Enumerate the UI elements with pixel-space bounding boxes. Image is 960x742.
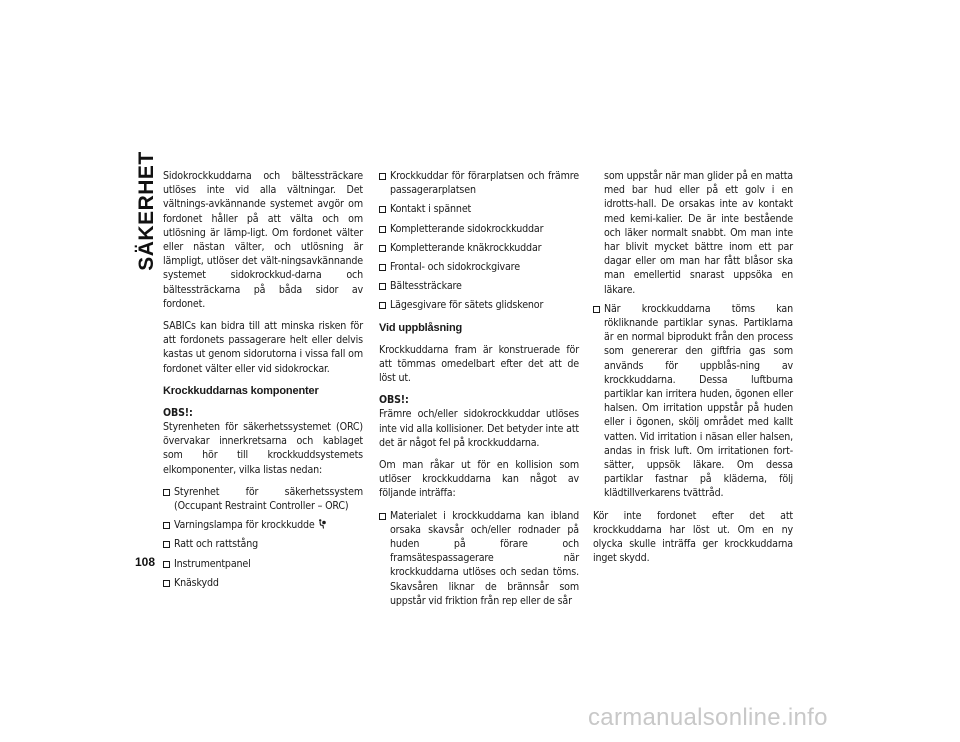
list-item-text: som uppstår när man glider på en matta med bar hud eller på ett golv i en idrotts-hall. De orsakas inte av kontakt med kemi-kalier. De är inte bestående och läker normalt snabbt. Om man inte har blivit mycket bättre inom ett par dagar eller om man har fått blåsor ska man emellertid snarast uppsöka en läkare. [604,170,793,296]
list-item [379,279,579,293]
list-item [379,202,579,216]
paragraph: Sidokrockkuddarna och bältessträckare utlöses inte vid alla vältningar. Det vältnings-avkännande systemet avgör om fordonet håller på att välta och om utlösning är lämp-ligt. Om fordonet välter eller nästan välter, och utlösning är lämpligt, utlöser det vält-ningsavkännande systemet sidokrockkud-darna och bältessträckarna på båda sidor av fordonet. [163,170,363,310]
note-label: OBS!: [163,406,193,419]
list-item-text: Styrenhet för säkerhetssystem (Occupant Restraint Controller – ORC) [174,485,363,513]
effects-list [379,509,579,608]
list-item [379,509,579,608]
list-item-text: Knäskydd [174,576,219,589]
list-item-text: Frontal- och sidokrockgivare [390,261,520,274]
note-text: Styrenheten för säkerhetssystemet (ORC) övervakar innerkretsarna och kablaget som hör till krockkuddsystemets elkomponenter, vilka listas nedan: [163,421,363,476]
list-item [379,298,579,312]
list-item [163,576,363,590]
heading-components: Krockkuddarnas komponenter [163,384,319,397]
component-list [163,485,363,590]
list-item [163,557,363,571]
list-item-text: Kontakt i spännet [390,203,472,216]
list-item [379,222,579,236]
list-item [163,537,363,551]
paragraph: SABICs kan bidra till att minska risken för att fordonets passagerare helt eller delvis kastas ut genom sidorutorna i vissa fall om fordonet välter eller vid sidokrockar. [163,320,363,375]
column-1 [163,169,363,598]
list-item [379,260,579,274]
list-item-text: Ratt och rattstång [174,538,259,551]
watermark: carmanualsonline.info [588,704,828,731]
heading-inflation: Vid uppblåsning [379,321,463,334]
effects-list-continued [593,169,793,501]
paragraph: Kör inte fordonet efter det att krockkuddarna har löst ut. Om en ny olycka skulle inträffa ger krockkuddarna inget skydd. [593,509,793,565]
list-item-text: Lägesgivare för sätets glidskenor [390,299,544,312]
column-3 [593,169,793,573]
list-item-text: Krockkuddar för förarplatsen och främre passagerarplatsen [390,170,579,197]
list-item-text: Kompletterande sidokrockkuddar [390,222,544,235]
column-2 [379,169,579,616]
list-item-text: Bältessträckare [390,280,462,293]
section-title [135,151,159,271]
list-item-continued [593,169,793,297]
page-number: 108 [135,555,156,569]
note [163,406,363,477]
list-item-text: Materialet i krockkuddarna kan ibland orsaka skavsår och/eller rodnader på huden på förare och framsätespassagerare när krockkuddarna utlöses och sedan töms. Skavsåren liknar de brännsår som uppstår vid friktion från rep eller de sår [390,509,579,607]
paragraph: Krockkuddarna fram är konstruerade för att tömmas omedelbart efter det att de löst ut. [379,343,579,385]
component-list-continued [379,169,579,313]
list-item [379,241,579,255]
list-item-text: Instrumentpanel [174,557,251,570]
list-item [379,169,579,197]
airbag-warning-icon [318,519,326,529]
list-item-text: Varningslampa för krockkudde [174,519,315,532]
list-item [163,485,363,513]
section-title-text: SÄKERHET [135,151,158,271]
list-item-text: När krockkuddarna töms kan rökliknande partiklar synas. Partiklarna är en normal biprodukt från den process som genererar den giftfria gas som används för uppblås-ning av krockkuddarna. Dessa luftburna partiklar kan irritera huden, ögonen eller halsen. Om irritation uppstår på huden eller i ögonen, skölj området med kallt vatten. Vid irritation i näsan eller halsen, andas in frisk luft. Om irritationen fort-sätter, uppsök läkare. Om dessa partiklar fastnar på kläderna, följ klädtillverkarens tvättråd. [604,302,793,500]
note-text: Främre och/eller sidokrockkuddar utlöses inte vid alla kollisioner. Det betyder inte att det är något fel på krockkuddarna. [379,408,579,449]
note [379,393,579,450]
list-item [163,518,363,532]
paragraph: Om man råkar ut för en kollision som utlöser krockkuddarna kan något av följande inträffa: [379,459,579,500]
list-item-text: Kompletterande knäkrockkuddar [390,241,542,254]
list-item [593,302,793,501]
note-label: OBS!: [379,394,409,407]
